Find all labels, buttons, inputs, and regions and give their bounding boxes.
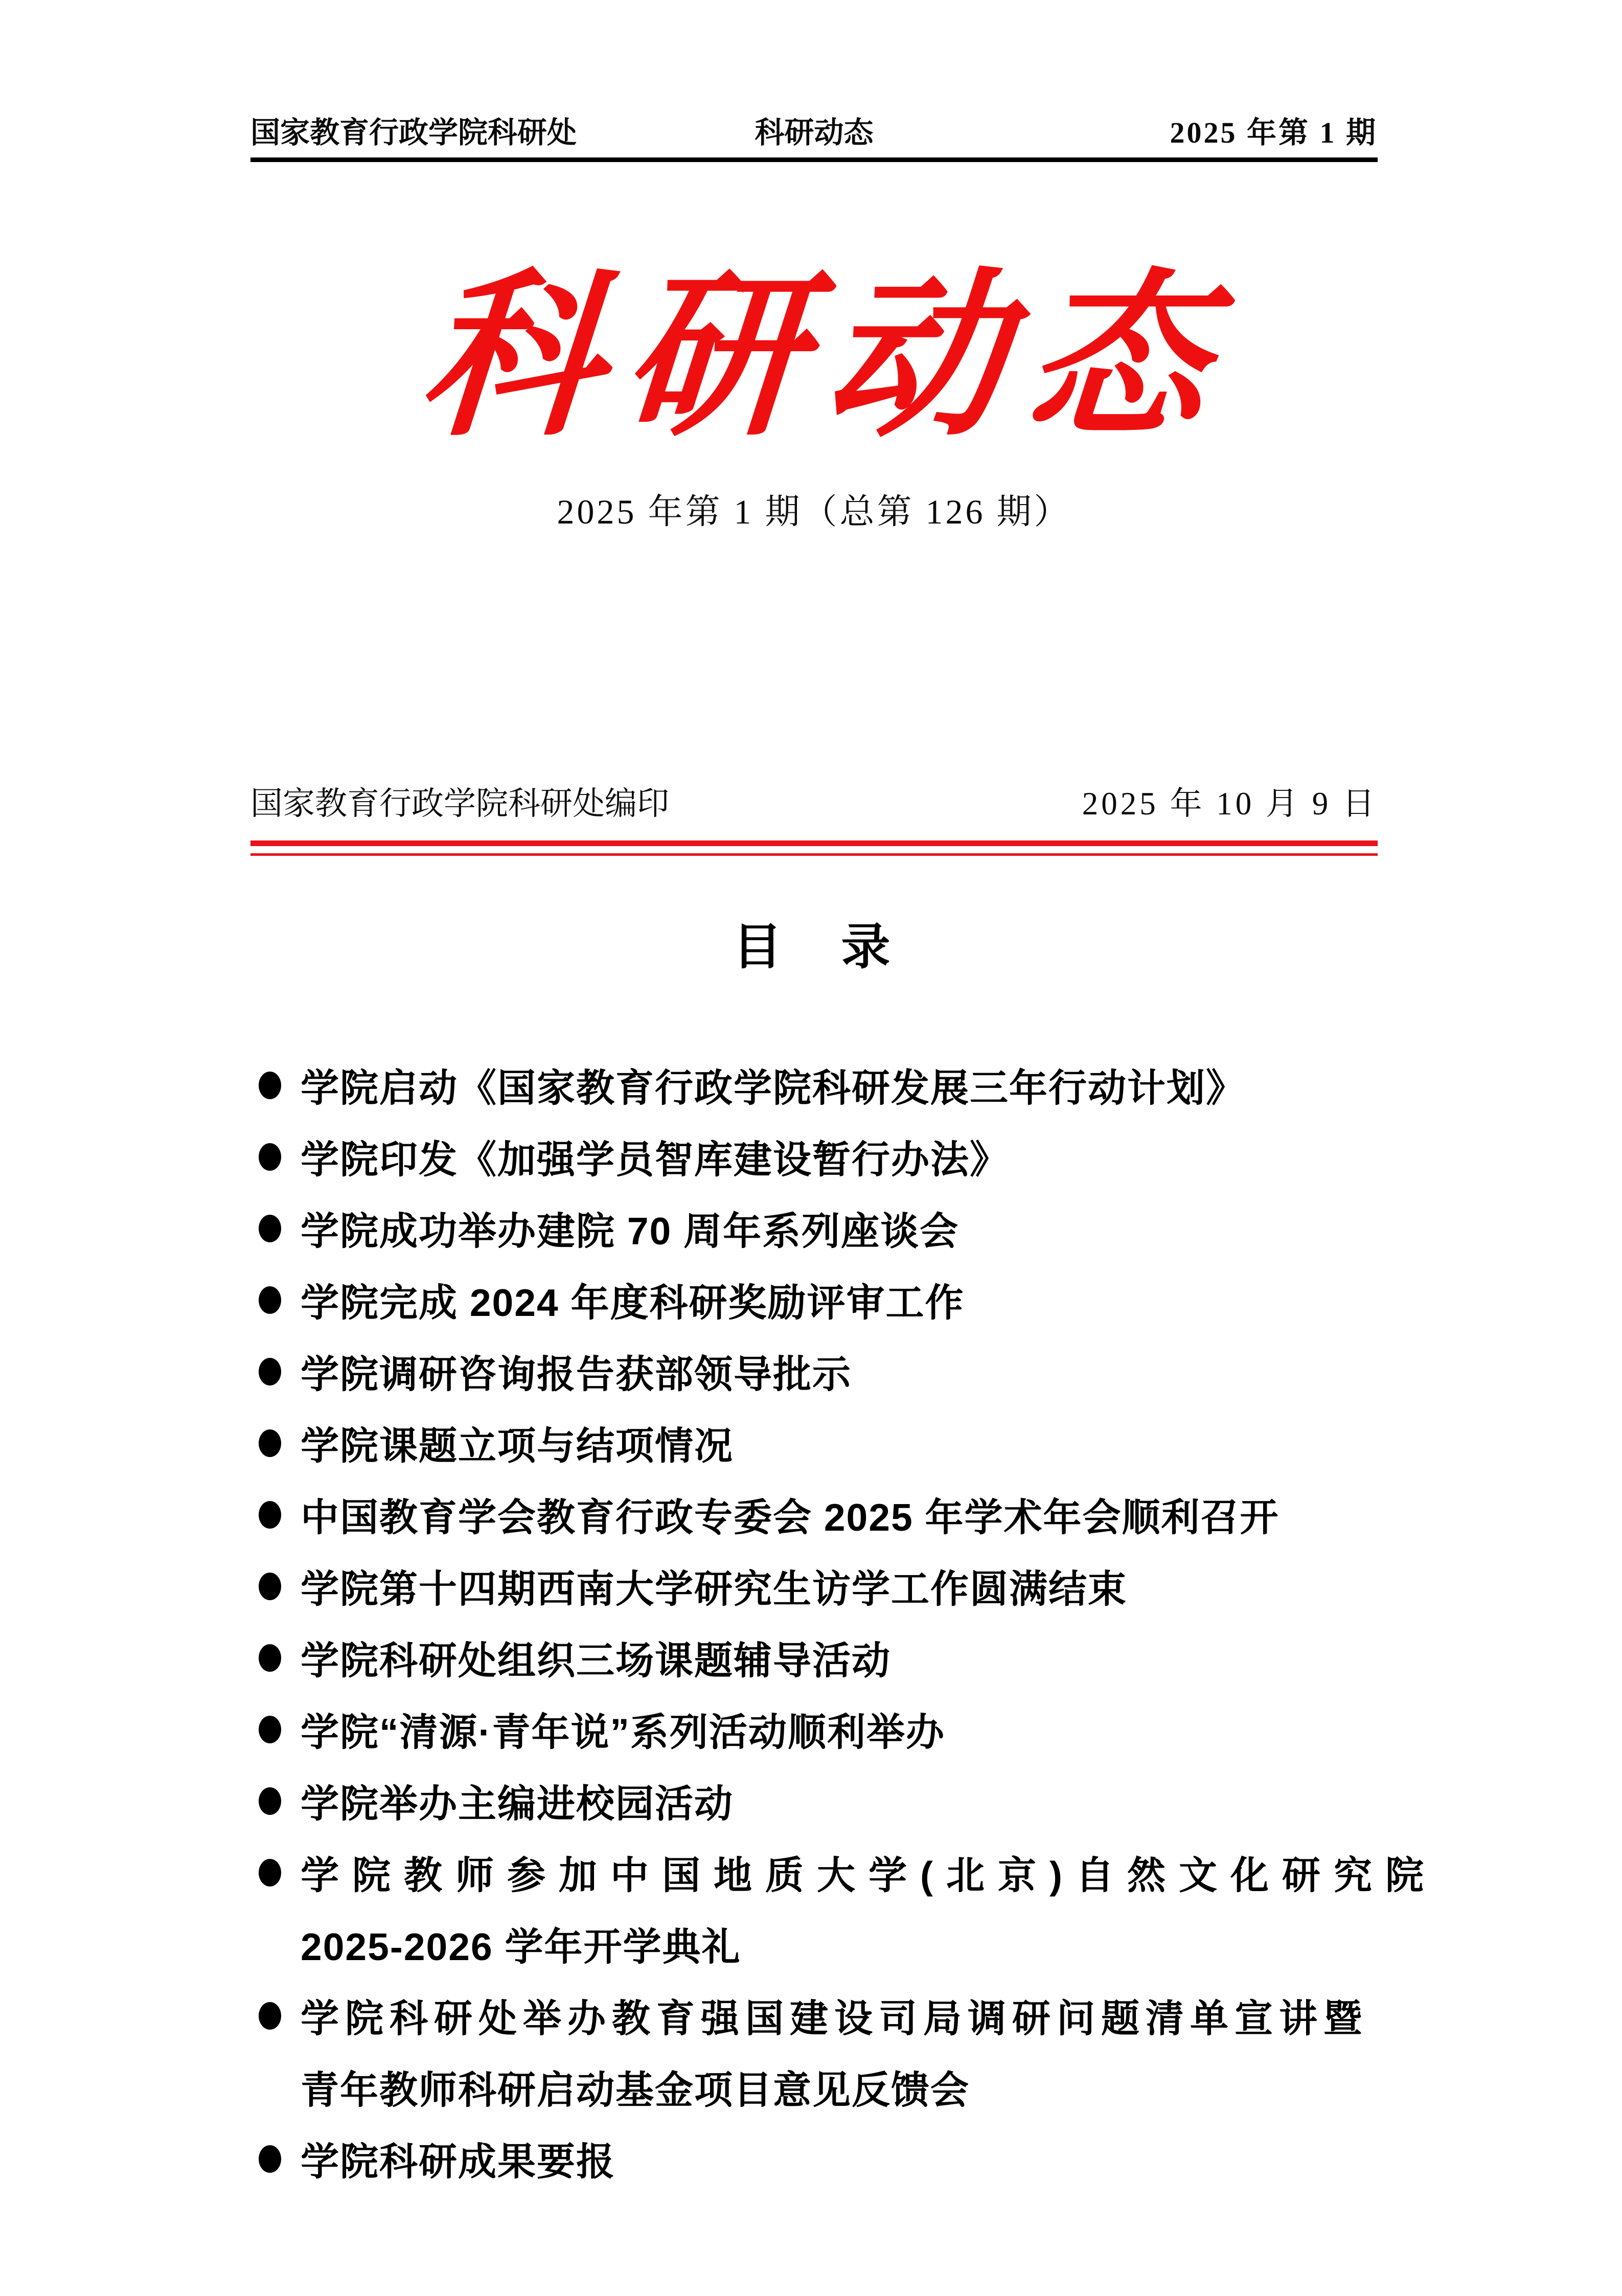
bullet-icon [259, 1859, 281, 1886]
toc-item [250, 1193, 1378, 1264]
bullet-cell [250, 1286, 301, 1314]
bullet-icon [259, 1215, 281, 1242]
toc-item-continuation [250, 1908, 1378, 1980]
toc-item [250, 1837, 1437, 1908]
toc-item-text: 学院教师参加中国地质大学(北京)自然文化研究院 [301, 1854, 1437, 1897]
bullet-cell [250, 1072, 301, 1099]
bullet-cell [250, 2002, 301, 2030]
bullet-cell [250, 1215, 301, 1242]
bullet-icon [259, 1787, 281, 1815]
toc-item [250, 1336, 1378, 1407]
running-header-issue: 2025 年第 1 期 [1170, 116, 1378, 149]
bullet-icon [259, 1716, 281, 1743]
toc-item-text: 学院启动《国家教育行政学院科研发展三年行动计划》 [301, 1066, 1246, 1110]
toc-item-text: 学院“清源·青年说”系列活动顺利举办 [301, 1711, 945, 1754]
bullet-icon [259, 1143, 281, 1171]
bullet-icon [259, 1429, 281, 1457]
imprint-date: 2025 年 10 月 9 日 [1082, 785, 1378, 822]
toc-item [250, 1050, 1378, 1121]
toc-item-text: 学院科研成果要报 [301, 2140, 616, 2184]
toc-item [250, 1765, 1378, 1837]
page-content [250, 0, 1437, 2195]
imprint-row [250, 781, 1378, 827]
toc-item [250, 2123, 1378, 2195]
bullet-cell [250, 1644, 301, 1672]
toc-item [250, 1264, 1378, 1336]
toc-item [250, 1694, 1378, 1765]
issue-line: 2025 年第 1 期（总第 126 期） [557, 492, 1071, 531]
toc-item-text: 青年教师科研启动基金项目意见反馈会 [301, 2068, 970, 2112]
bullet-cell [250, 1501, 301, 1529]
running-header [250, 0, 1378, 162]
toc-item [250, 1551, 1378, 1622]
toc-list [250, 1050, 1437, 2195]
bullet-cell [250, 1787, 301, 1815]
toc-item [250, 1407, 1378, 1479]
bullet-cell [250, 2145, 301, 2173]
toc-item [250, 1622, 1378, 1694]
red-divider-thin [250, 853, 1378, 856]
toc-item-text: 2025-2026 学年开学典礼 [301, 1925, 741, 1969]
toc-item-continuation [250, 2052, 1378, 2123]
toc-heading: 目 录 [733, 920, 896, 975]
imprint-publisher: 国家教育行政学院科研处编印 [250, 785, 669, 822]
toc-item-text: 学院课题立项与结项情况 [301, 1424, 734, 1468]
running-header-title: 科研动态 [755, 116, 874, 149]
bullet-icon [259, 1358, 281, 1385]
masthead-title: 科研动态 [415, 258, 1237, 457]
bullet-icon [259, 1286, 281, 1314]
bullet-cell [250, 1573, 301, 1600]
bullet-cell [250, 1358, 301, 1385]
bullet-cell [250, 1429, 301, 1457]
toc-item-text: 学院调研咨询报告获部领导批示 [301, 1353, 852, 1396]
bullet-icon [259, 2145, 281, 2173]
toc-item [250, 1479, 1378, 1551]
bullet-cell [250, 1143, 301, 1171]
bullet-icon [259, 1573, 281, 1600]
toc-item-text: 学院举办主编进校园活动 [301, 1782, 734, 1826]
toc-item-text: 学院第十四期西南大学研究生访学工作圆满结束 [301, 1567, 1128, 1611]
toc-item [250, 1980, 1378, 2052]
bullet-icon [259, 1501, 281, 1529]
toc-item-text: 学院科研处举办教育强国建设司局调研问题清单宣讲暨 [301, 1997, 1368, 2040]
toc-item-text: 学院完成 2024 年度科研奖励评审工作 [301, 1281, 965, 1325]
running-header-org: 国家教育行政学院科研处 [250, 116, 577, 149]
bullet-icon [259, 2002, 281, 2030]
toc-item [250, 1121, 1378, 1193]
bullet-icon [259, 1644, 281, 1672]
toc-item-text: 学院科研处组织三场课题辅导活动 [301, 1639, 892, 1683]
bullet-cell [250, 1859, 301, 1886]
red-divider-thick [250, 840, 1378, 846]
bullet-cell [250, 1716, 301, 1743]
toc-item-text: 学院印发《加强学员智库建设暂行办法》 [301, 1138, 1010, 1181]
bullet-icon [259, 1072, 281, 1099]
toc-item-text: 中国教育学会教育行政专委会 2025 年学术年会顺利召开 [301, 1496, 1280, 1539]
toc-item-text: 学院成功举办建院 70 周年系列座谈会 [301, 1210, 960, 1253]
